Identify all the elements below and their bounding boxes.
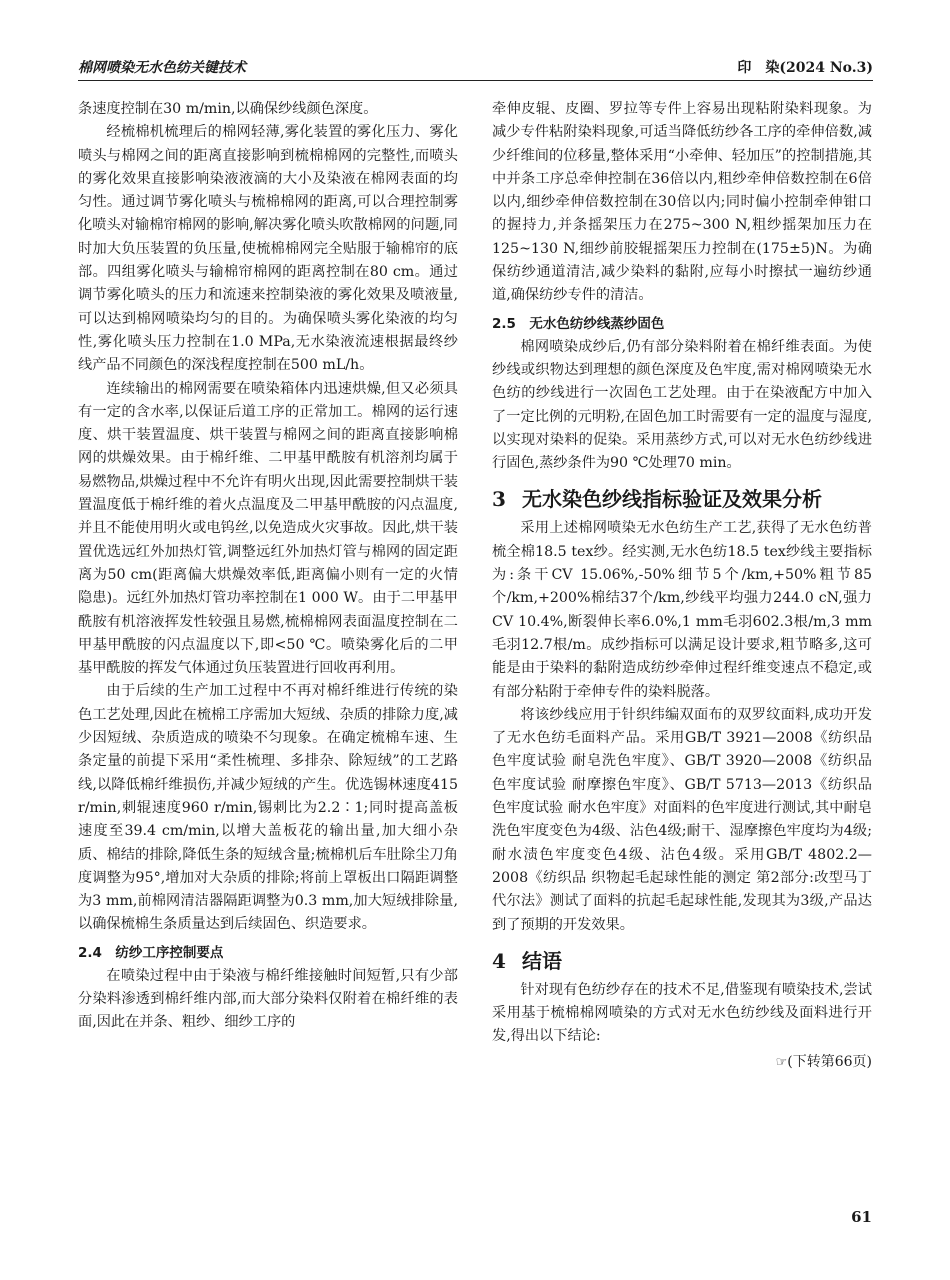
section-title: 结语	[522, 948, 562, 973]
running-header	[78, 58, 873, 80]
section-number: 4	[492, 948, 506, 973]
subsection-heading-2-4: 2.4 纺纱工序控制要点	[78, 944, 224, 961]
section-heading-3	[492, 485, 872, 513]
right-column	[492, 98, 872, 1074]
section-heading-4	[492, 947, 872, 975]
pointing-hand-icon: ☞	[775, 1054, 788, 1070]
paragraph: 牵伸皮辊、皮圈、罗拉等专件上容易出现粘附染料现象。为减少专件粘附染料现象,可适当降低纺纱各工序的牵伸倍数,减少纤维间的位移量,整体采用“小牵伸、轻加压”的控制措施,其中并条工序总牵伸控制在36倍以内,粗纱牵伸倍数控制在6倍以内,细纱牵伸倍数控制在30倍以内;同时偏小控制牵伸钳口的握持力,并条摇架压力在275~300 N,粗纱摇架加压力在125~130 N,细纱前胶辊摇架压力控制在(175±5)N。为确保纺纱通道清洁,减少染料的黏附,应每小时擦拭一遍纺纱通道,确保纺纱专件的清洁。	[492, 101, 872, 304]
paragraph: 经梳棉机梳理后的棉网轻薄,雾化装置的雾化压力、雾化喷头与棉网之间的距离直接影响到梳棉棉网的完整性,而喷头的雾化效果直接影响染液液滴的大小及染液在棉网表面的均匀性。通过调节雾化喷头与梳棉棉网的距离,可以合理控制雾化喷头对输棉帘棉网的影响,解决雾化喷头吹散棉网的问题,同时加大负压装置的负压量,使梳棉棉网完全贴服于输棉帘的底部。四组雾化喷头与输棉帘棉网的距离控制在80 cm。通过调节雾化喷头的压力和流速来控制染液的雾化效果及喷液量,可以达到棉网喷染均匀的目的。为确保喷头雾化染液的均匀性,雾化喷头压力控制在1.0 MPa,无水染液流速根据最终纱线产品不同颜色的深浅程度控制在500 mL/h。	[78, 124, 458, 374]
paragraph: 连续输出的棉网需要在喷染箱体内迅速烘燥,但又必须具有一定的含水率,以保证后道工序的正常加工。棉网的运行速度、烘干装置温度、烘干装置与棉网之间的距离直接影响棉网的烘燥效果。由于棉纤维、二甲基甲酰胺有机溶剂均属于易燃物品,烘燥过程中不允许有明火出现,因此需要控制烘干装置温度低于棉纤维的着火点温度及二甲基甲酰胺的闪点温度,并且不能使用明火或电钨丝,以免造成火灾事故。因此,烘干装置优选远红外加热灯管,调整远红外加热灯管与棉网的固定距离为50 cm(距离偏大烘燥效率低,距离偏小则有一定的火情隐患)。远红外加热灯管功率控制在1 000 W。由于二甲基甲酰胺有机溶液挥发性较强且易燃,梳棉棉网表面温度控制在二甲基甲酰胺的闪点温度以下,即<50 ℃。喷染雾化后的二甲基甲酰胺的挥发气体通过负压装置进行回收再利用。	[78, 380, 458, 677]
paragraph: 棉网喷染成纱后,仍有部分染料附着在棉纤维表面。为使纱线或织物达到理想的颜色深度及色牢度,需对棉网喷染无水色纺的纱线进行一次固色工艺处理。由于在染液配方中加入了一定比例的元明粉,在固色加工时需要有一定的温度与湿度,以实现对染料的促染。采用蒸纱方式,可以对无水色纺纱线进行固色,蒸纱条件为90 ℃处理70 min。	[492, 338, 872, 472]
paragraph: 在喷染过程中由于染液与棉纤维接触时间短暂,只有少部分染料渗透到棉纤维内部,而大部分染料仅附着在棉纤维的表面,因此在并条、粗纱、细纱工序的	[78, 967, 458, 1031]
paragraph: 由于后续的生产加工过程中不再对棉纤维进行传统的染色工艺处理,因此在梳棉工序需加大短绒、杂质的排除力度,减少因短绒、杂质造成的喷染不匀现象。在确定梳棉车速、生条定量的前提下采用“柔性梳理、多排杂、除短绒”的工艺路线,以降低棉纤维损伤,并减少短绒的产生。优选锡林速度415 r/min,刺辊速度960 r/min,锡刺比为2.2∶1;同时提高盖板速度至39.4 cm/min,以增大盖板花的输出量,加大细小杂质、棉结的排除,降低生条的短绒含量;梳棉机后车肚除尘刀角度调整为95°,增加对大杂质的排除;将前上罩板出口隔距调整为3 mm,前棉网清洁器隔距调整为0.3 mm,加大短绒排除量,以确保梳棉生条质量达到后续固色、织造要求。	[78, 683, 458, 933]
section-title: 无水染色纱线指标验证及效果分析	[522, 487, 822, 512]
paragraph: 针对现有色纺纱存在的技术不足,借鉴现有喷染技术,尝试采用基于梳棉棉网喷染的方式对无水色纺纱线及面料进行开发,得出以下结论:	[492, 981, 872, 1045]
continued-text: (下转第66页)	[787, 1053, 872, 1070]
section-number: 3	[492, 487, 506, 512]
paragraph: 将该纱线应用于针织纬编双面布的双罗纹面料,成功开发了无水色纺毛面料产品。采用GB/T 3921—2008《纺织品 色牢度试验 耐皂洗色牢度》、GB/T 3920—2008《纺织品 色牢度试验 耐摩擦色牢度》、GB/T 5713—2013《纺织品 色牢度试验 耐水色牢度》对面料的色牢度进行测试,其中耐皂洗色牢度变色为4级、沾色4级;耐干、湿摩擦色牢度均为4级;耐水渍色牢度变色4级、沾色4级。采用GB/T 4802.2—2008《纺织品 织物起毛起球性能的测定 第2部分:改型马丁代尔法》测试了面料的抗起毛起球性能,发现其为3级,产品达到了预期的开发效果。	[492, 706, 872, 933]
continued-note	[492, 1051, 872, 1074]
page-number: 61	[851, 1208, 872, 1226]
paragraph: 条速度控制在30 m/min,以确保纱线颜色深度。	[78, 101, 378, 117]
article-title-header: 棉网喷染无水色纺关键技术	[78, 60, 246, 76]
journal-issue: 印 染(2024 No.3)	[737, 60, 873, 76]
subsection-heading-2-5: 2.5 无水色纺纱线蒸纱固色	[492, 315, 665, 332]
paragraph: 采用上述棉网喷染无水色纺生产工艺,获得了无水色纺普梳全棉18.5 tex纱。经实测,无水色纺18.5 tex纱线主要指标为:条干CV 15.06%,-50%细节5个/km,+50%粗节85个/km,+200%棉结37个/km,纱线平均强力244.0 cN,强力CV 10.4%,断裂伸长率6.0%,1 mm毛羽602.3根/m,3 mm毛羽12.7根/m。成纱指标可以满足设计要求,粗节略多,这可能是由于染料的黏附造成纺纱牵伸过程纤维变速点不稳定,或有部分粘附于牵伸专件的染料脱落。	[492, 520, 872, 700]
left-column	[78, 98, 458, 1035]
header-rule	[78, 80, 873, 81]
